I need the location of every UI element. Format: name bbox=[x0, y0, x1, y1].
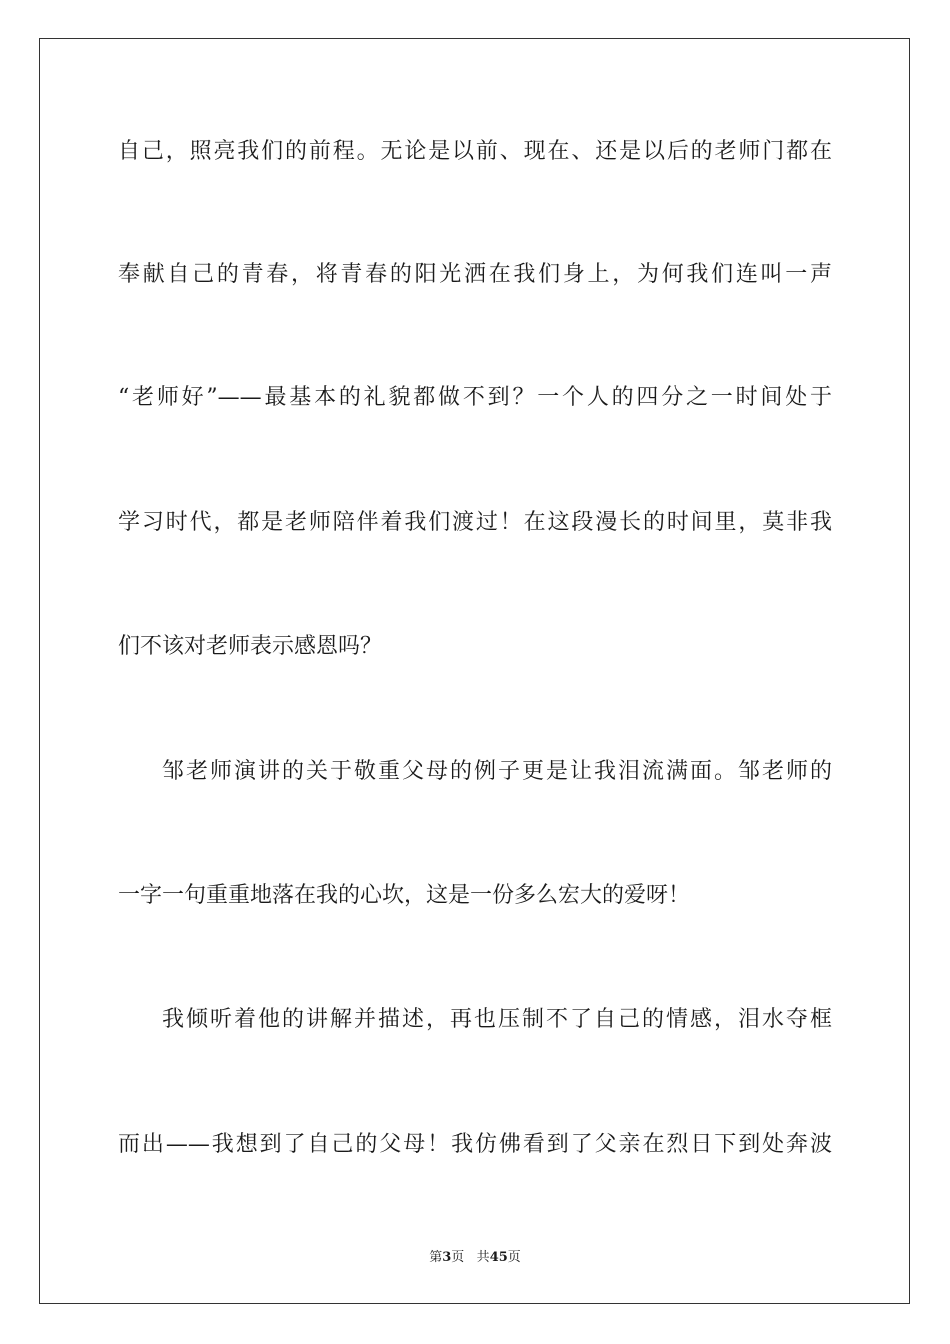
text-line-5: 们不该对老师表示感恩吗？ bbox=[118, 634, 383, 659]
footer-page-prefix: 第 bbox=[429, 1250, 443, 1265]
footer-total-suffix: 页 bbox=[507, 1250, 521, 1265]
footer-page-suffix: 页 bbox=[451, 1250, 465, 1265]
text-line-6: 邹老师演讲的关于敬重父母的例子更是让我泪流满面。邹老师的 bbox=[162, 759, 832, 784]
text-line-2: 奉献自己的青春，将青春的阳光洒在我们身上，为何我们连叫一声 bbox=[118, 262, 832, 287]
page-footer bbox=[0, 1249, 950, 1267]
text-line-9: 而出——我想到了自己的父母！我仿佛看到了父亲在烈日下到处奔波 bbox=[118, 1132, 832, 1157]
text-line-7: 一字一句重重地落在我的心坎，这是一份多么宏大的爱呀！ bbox=[118, 883, 691, 908]
text-line-3: “老师好”——最基本的礼貌都做不到？一个人的四分之一时间处于 bbox=[118, 385, 832, 410]
footer-page-number: 3 bbox=[442, 1250, 452, 1265]
footer-total-pages: 45 bbox=[489, 1250, 508, 1265]
text-line-4: 学习时代，都是老师陪伴着我们渡过！在这段漫长的时间里，莫非我 bbox=[118, 510, 832, 535]
page-border bbox=[39, 38, 910, 1304]
text-line-1: 自己，照亮我们的前程。无论是以前、现在、还是以后的老师门都在 bbox=[118, 139, 832, 164]
footer-total-prefix: 共 bbox=[476, 1250, 490, 1265]
text-line-8: 我倾听着他的讲解并描述，再也压制不了自己的情感，泪水夺框 bbox=[162, 1007, 832, 1032]
